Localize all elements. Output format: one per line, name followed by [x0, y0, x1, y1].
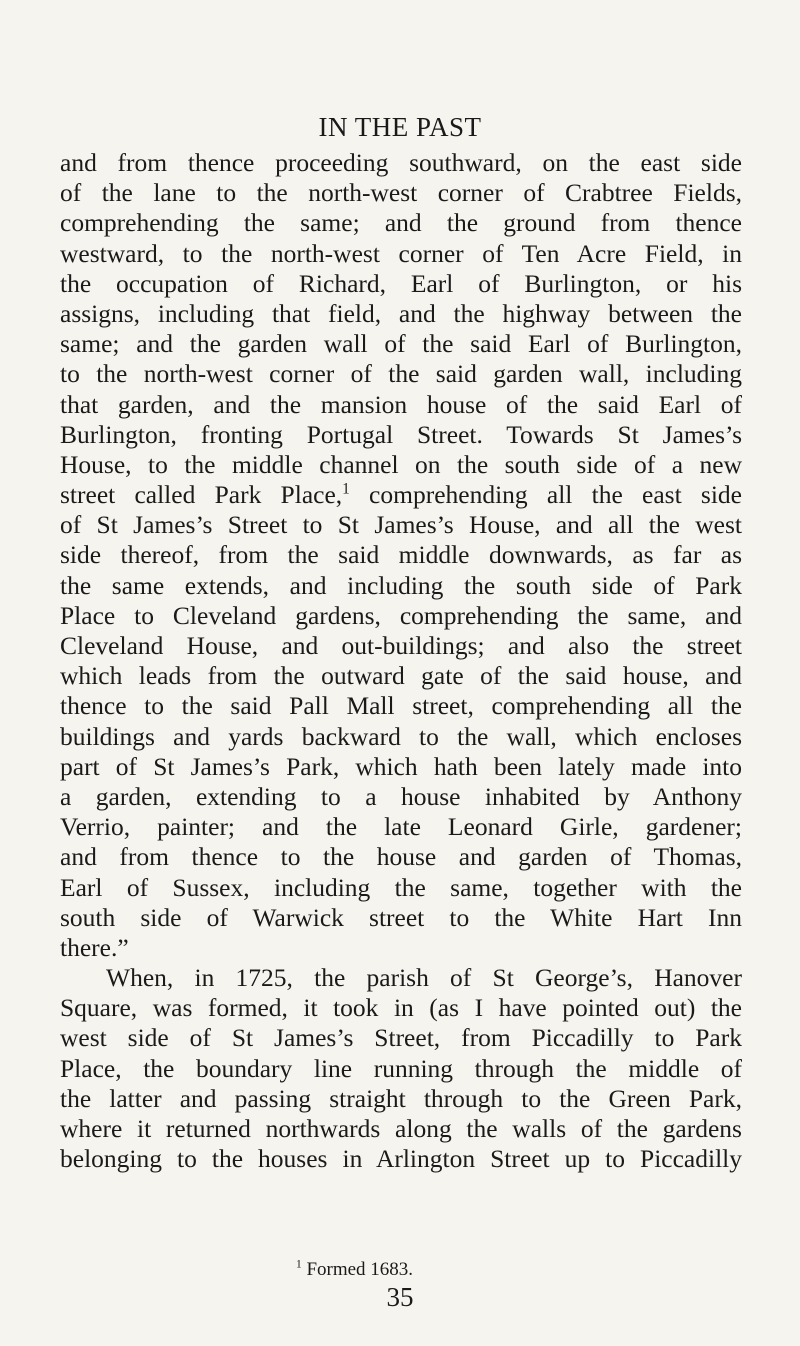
paragraph-start-line: When, in 1725, the parish of St George’s, Hanover [106, 963, 742, 993]
text-line: part of St James’s Park, which hath been lately made into [60, 751, 742, 781]
footnote-marker: 1 [296, 1258, 302, 1271]
text-line: west side of St James’s Street, from Piccadilly to Park [60, 1023, 742, 1053]
text-line: the occupation of Richard, Earl of Burlington, or his [60, 268, 742, 298]
text-segment: street called Park Place, [60, 480, 343, 510]
text-line: of St James’s Street to St James’s House, and all the west [60, 510, 742, 540]
text-line: south side of Warwick street to the White Hart Inn [60, 902, 742, 932]
footnote [296, 1258, 413, 1282]
footnote-reference: 1 [342, 480, 350, 498]
text-line: Cleveland House, and out-buildings; and also the street [60, 631, 742, 660]
text-line: and from thence proceeding southward, on the east side [60, 148, 742, 177]
running-head: IN THE PAST [318, 112, 482, 142]
text-line: the same extends, and including the south side of Park [60, 570, 742, 600]
text-line: assigns, including that field, and the highway between the [60, 298, 742, 328]
text-line: westward, to the north-west corner of Ten Acre Field, in [60, 238, 742, 268]
text-line: Burlington, fronting Portugal Street. Towards St James’s [60, 419, 742, 449]
text-line: Square, was formed, it took in (as I have pointed out) the [60, 993, 742, 1023]
text-line: thence to the said Pall Mall street, comprehending all the [60, 691, 742, 721]
text-line: comprehending the same; and the ground from thence [60, 208, 742, 238]
text-line: the latter and passing straight through to the Green Park, [60, 1083, 742, 1113]
text-line: side thereof, from the said middle downwards, as far as [60, 540, 742, 570]
text-line: Earl of Sussex, including the same, together with the [60, 872, 742, 902]
text-line: Verrio, painter; and the late Leonard Girle, gardener; [60, 812, 742, 842]
body-text [60, 148, 742, 1174]
text-line: buildings and yards backward to the wall, which encloses [60, 721, 742, 751]
page-number: 35 [386, 1282, 414, 1312]
text-line: there.” [60, 932, 129, 962]
text-line: where it returned northwards along the walls of the gardens [60, 1114, 742, 1143]
text-line: belonging to the houses in Arlington Street up to Piccadilly [60, 1144, 742, 1174]
text-line: which leads from the outward gate of the said house, and [60, 661, 742, 691]
text-line-with-footnote-ref [60, 480, 742, 510]
text-line: that garden, and the mansion house of the said Earl of [60, 389, 742, 419]
text-line: Place to Cleveland gardens, comprehending the same, and [60, 600, 742, 630]
text-line: and from thence to the house and garden of Thomas, [60, 842, 742, 872]
text-segment: comprehending all the east side [349, 480, 742, 510]
text-line: a garden, extending to a house inhabited by Anthony [60, 781, 742, 811]
text-line: same; and the garden wall of the said Earl of Burlington, [60, 329, 742, 359]
text-line: of the lane to the north-west corner of Crabtree Fields, [60, 178, 742, 208]
footnote-text: Formed 1683. [301, 1259, 414, 1280]
text-line: House, to the middle channel on the south side of a new [60, 449, 742, 479]
text-line: to the north-west corner of the said garden wall, including [60, 359, 742, 389]
text-line: Place, the boundary line running through the middle of [60, 1053, 742, 1083]
